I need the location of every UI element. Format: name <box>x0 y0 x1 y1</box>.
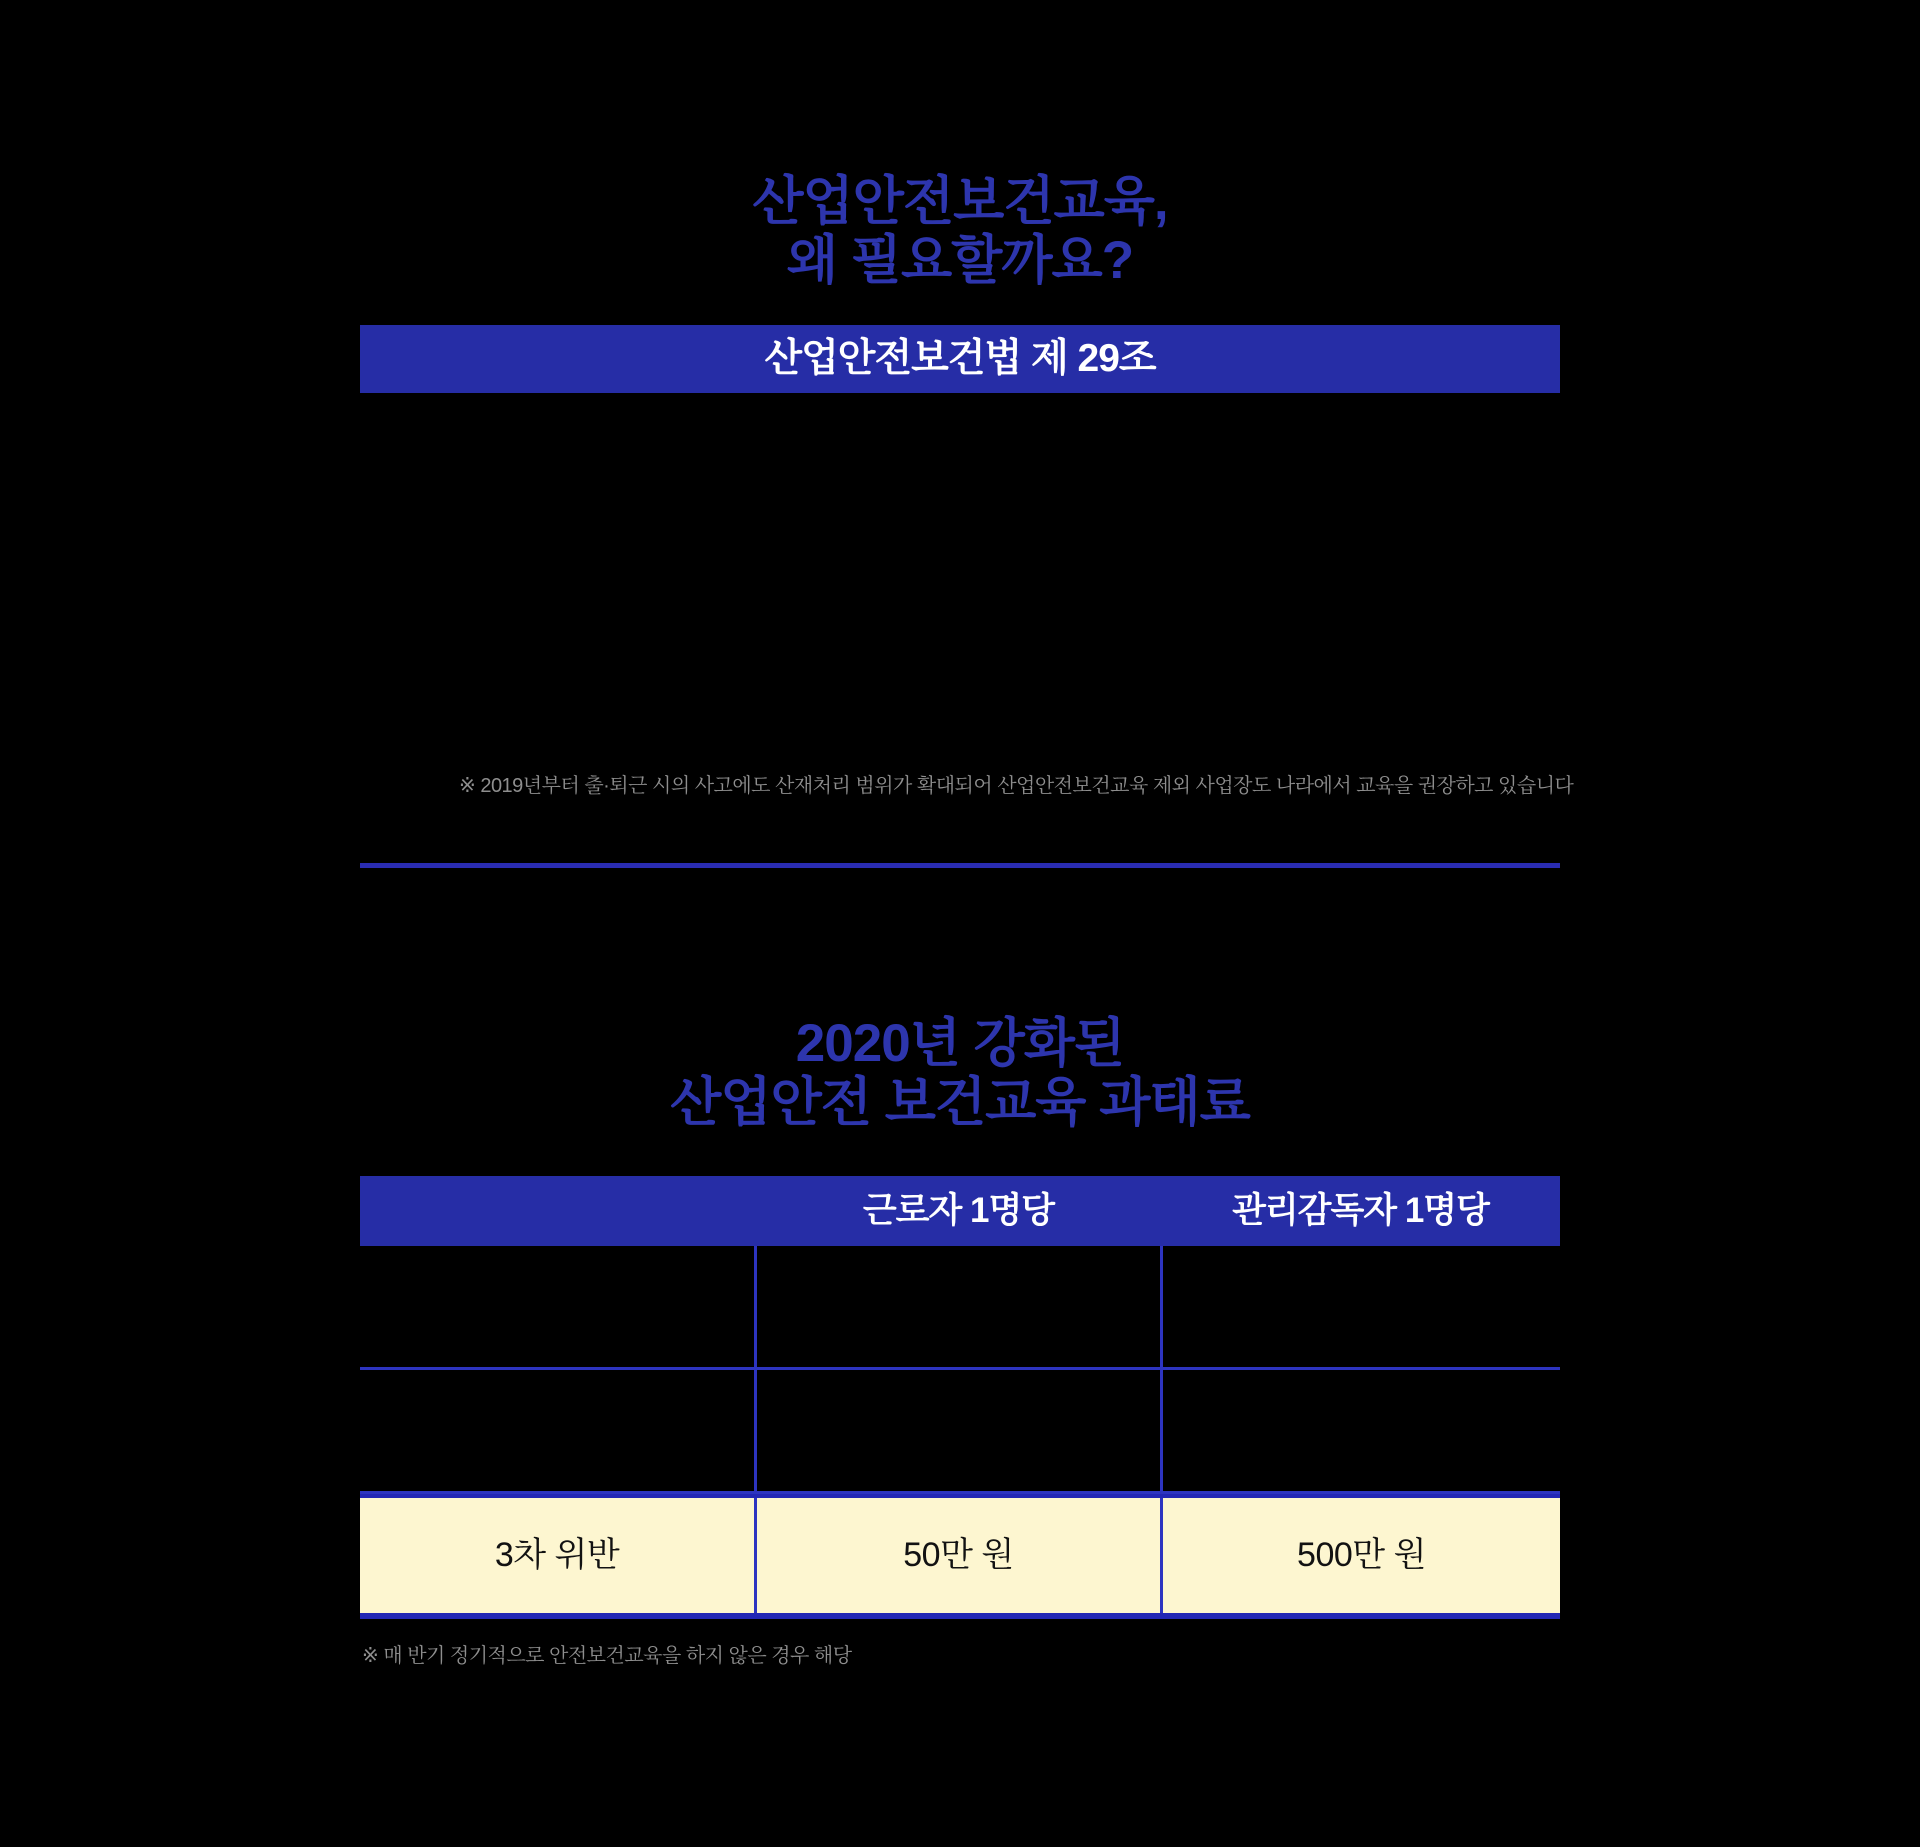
header-cell-category <box>360 1176 756 1246</box>
section2-title-line1: 2020년 강화된 <box>795 1014 1125 1073</box>
row3-cell-worker: 50만 원 <box>754 1498 1160 1613</box>
section1-title-line1: 산업안전보건교육, <box>752 172 1168 231</box>
row1-cell-worker <box>754 1246 1160 1367</box>
row3-cell-category: 3차 위반 <box>494 1536 620 1574</box>
section2-title <box>0 1014 1920 1132</box>
section2-footnote: ※ 매 반기 정기적으로 안전보건교육을 하지 않은 경우 해당 <box>362 1645 852 1667</box>
section1-footnote: ※ 2019년부터 출·퇴근 시의 사고에도 산재처리 범위가 확대되어 산업안전보건교육 제외 사업장도 나라에서 교육을 권장하고 있습니다 <box>459 775 1574 797</box>
section1-title-line2: 왜 필요할까요? <box>786 231 1134 290</box>
penalty-table <box>360 1176 1560 1619</box>
section1-title <box>0 172 1920 290</box>
section2-title-line2: 산업안전 보건교육 과태료 <box>670 1073 1250 1132</box>
row2-cell-supervisor <box>1160 1370 1560 1491</box>
table-row-highlighted <box>360 1494 1560 1619</box>
row2-cell-category <box>360 1370 754 1491</box>
law-article-banner: 산업안전보건법 제 29조 <box>360 325 1560 393</box>
row3-cell-supervisor: 500만 원 <box>1160 1498 1560 1613</box>
table-header-row <box>360 1176 1560 1246</box>
row1-cell-supervisor <box>1160 1246 1560 1367</box>
table-row <box>360 1246 1560 1370</box>
row1-cell-category <box>360 1246 754 1367</box>
table-row <box>360 1370 1560 1494</box>
header-cell-supervisor: 관리감독자 1명당 <box>1232 1191 1489 1230</box>
section-divider <box>360 863 1560 868</box>
header-cell-worker: 근로자 1명당 <box>862 1191 1055 1230</box>
row2-cell-worker <box>754 1370 1160 1491</box>
